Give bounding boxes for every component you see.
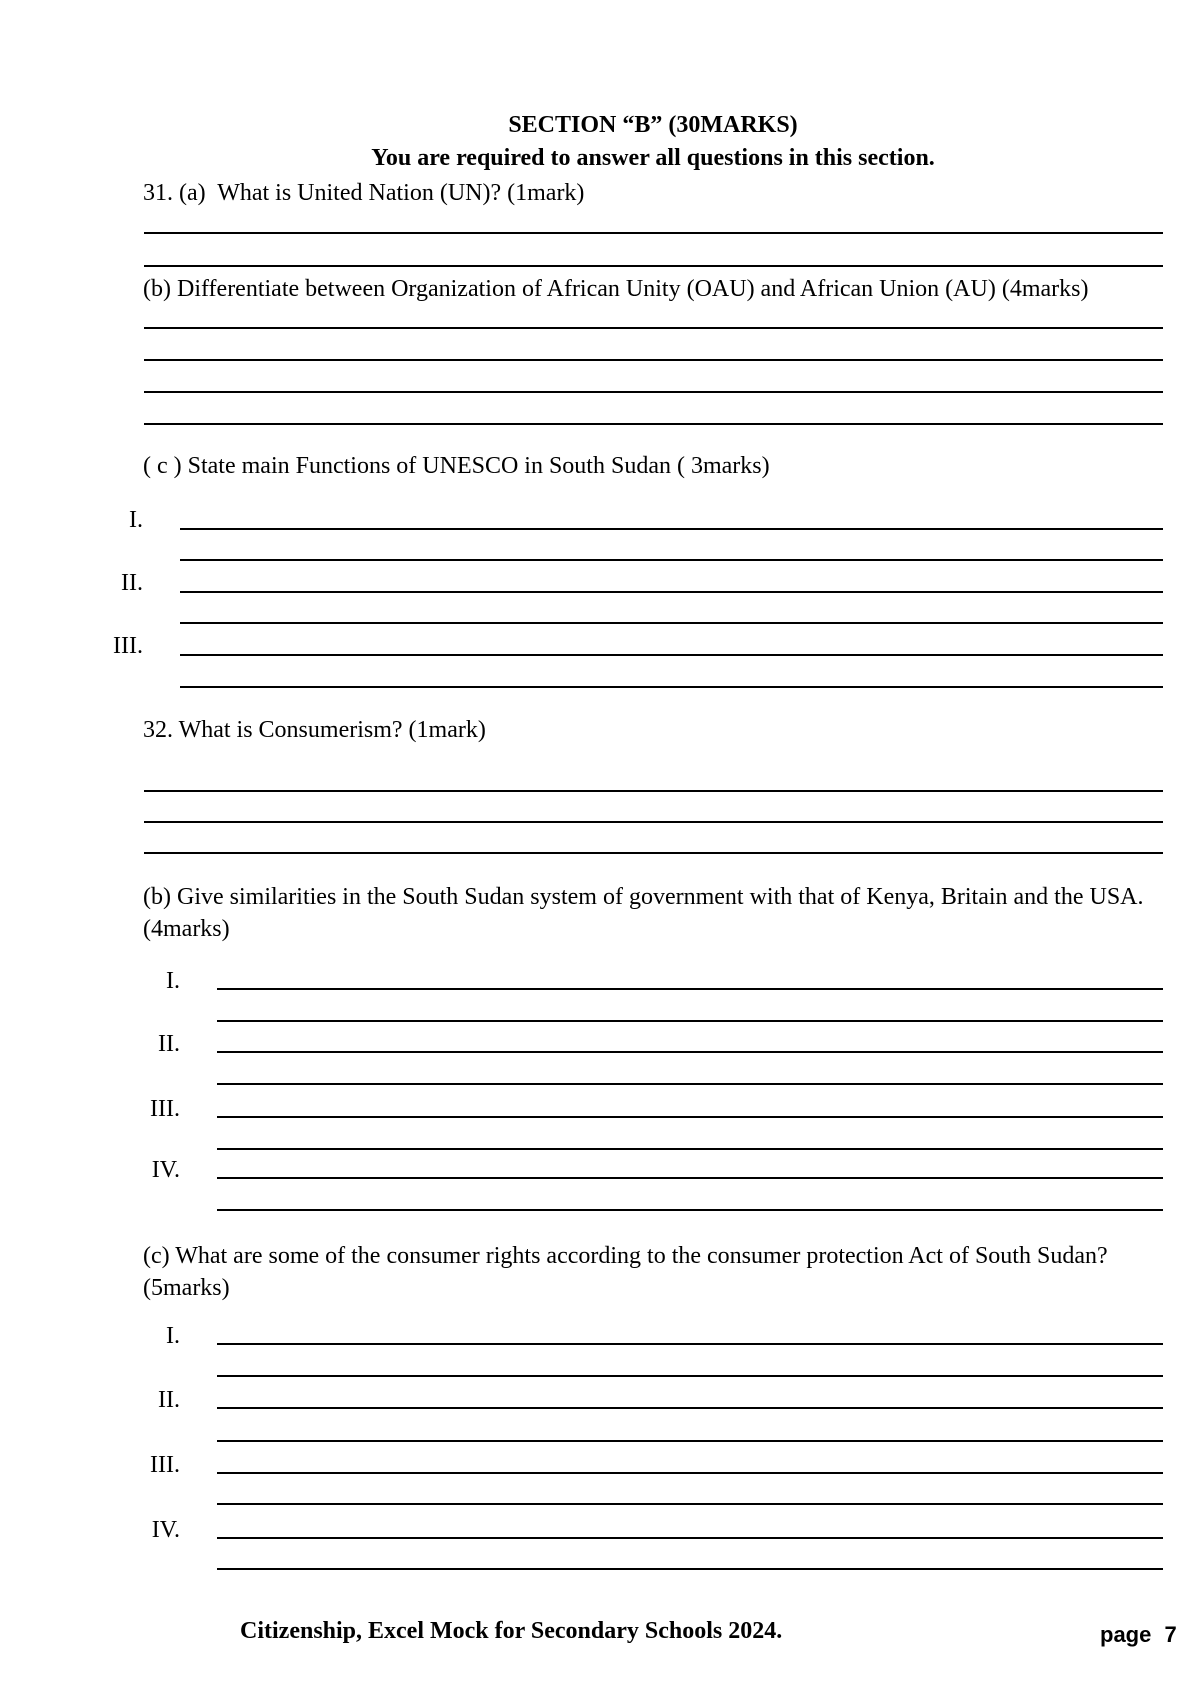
answer-line [144, 790, 1163, 792]
answer-line [180, 686, 1163, 688]
answer-line [180, 559, 1163, 561]
answer-line [217, 1343, 1163, 1345]
page-number: page 7 [1100, 1622, 1177, 1647]
section-title: SECTION “B” (30MARKS) [508, 112, 798, 138]
answer-line [144, 821, 1163, 823]
answer-line [144, 852, 1163, 854]
roman-numeral-label: III. [150, 1096, 180, 1122]
question-32-text: 32. What is Consumerism? (1mark) [143, 717, 486, 743]
answer-line [217, 1407, 1163, 1409]
roman-numeral-label: I. [166, 1323, 180, 1349]
answer-line [144, 327, 1163, 329]
answer-line [217, 1177, 1163, 1179]
answer-line [217, 1209, 1163, 1211]
answer-line [217, 1148, 1163, 1150]
answer-line [144, 423, 1163, 425]
answer-line [180, 528, 1163, 530]
answer-line [144, 232, 1163, 234]
answer-line [217, 1375, 1163, 1377]
answer-line [217, 988, 1163, 990]
roman-numeral-label: I. [129, 507, 143, 533]
answer-line [144, 391, 1163, 393]
question-32b-text-line2: (4marks) [143, 916, 230, 942]
roman-numeral-label: III. [113, 633, 143, 659]
footer-text: Citizenship, Excel Mock for Secondary Schools 2024. [240, 1618, 783, 1644]
answer-line [217, 1503, 1163, 1505]
question-32c-text-line1: (c) What are some of the consumer rights according to the consumer protection Act of South Sudan? [143, 1243, 1108, 1269]
answer-line [217, 1083, 1163, 1085]
answer-line [217, 1537, 1163, 1539]
question-31b-text: (b) Differentiate between Organization of African Unity (OAU) and African Union (AU) (4marks) [143, 276, 1089, 302]
roman-numeral-label: IV. [151, 1157, 180, 1183]
answer-line [217, 1020, 1163, 1022]
question-31c-text: ( c ) State main Functions of UNESCO in South Sudan ( 3marks) [143, 453, 770, 479]
answer-line [217, 1472, 1163, 1474]
answer-line [217, 1440, 1163, 1442]
roman-numeral-label: II. [121, 570, 143, 596]
roman-numeral-label: II. [158, 1387, 180, 1413]
answer-line [217, 1051, 1163, 1053]
answer-line [180, 654, 1163, 656]
roman-numeral-label: IV. [151, 1517, 180, 1543]
question-31a-text: 31. (a) What is United Nation (UN)? (1mark) [143, 180, 585, 206]
answer-line [180, 591, 1163, 593]
roman-numeral-label: II. [158, 1031, 180, 1057]
answer-line [144, 265, 1163, 267]
question-32c-text-line2: (5marks) [143, 1275, 230, 1301]
section-instruction: You are required to answer all questions in this section. [371, 145, 935, 171]
answer-line [217, 1568, 1163, 1570]
roman-numeral-label: III. [150, 1452, 180, 1478]
answer-line [217, 1116, 1163, 1118]
answer-line [180, 622, 1163, 624]
question-32b-text-line1: (b) Give similarities in the South Sudan system of government with that of Kenya, Britain and the USA. [143, 884, 1144, 910]
answer-line [144, 359, 1163, 361]
roman-numeral-label: I. [166, 968, 180, 994]
